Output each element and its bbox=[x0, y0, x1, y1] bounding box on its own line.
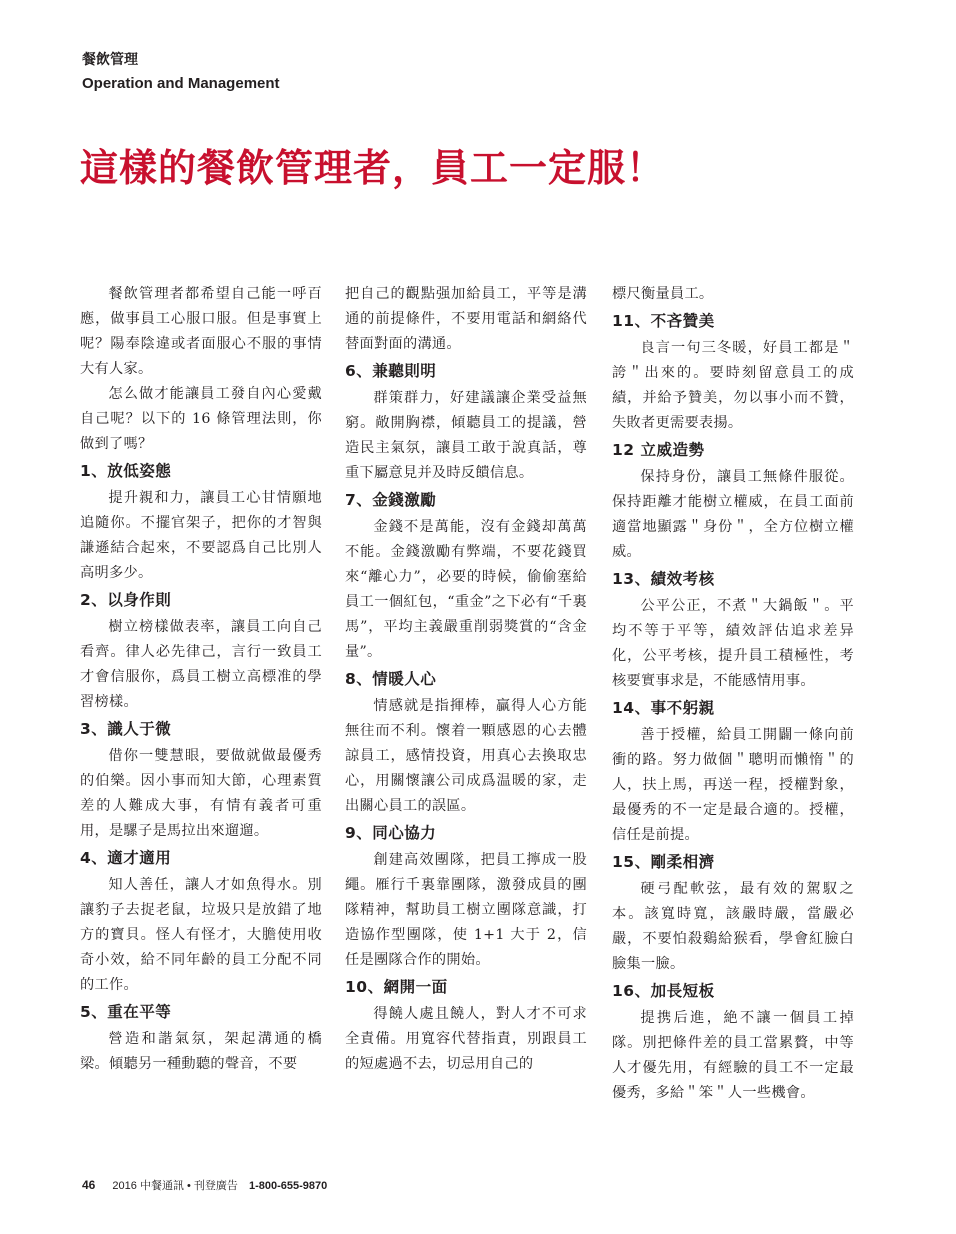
rule-heading: 1、放低姿態 bbox=[80, 462, 172, 480]
rule-paragraph: 公平公正，不煮＂大鍋飯＂。平均不等于平等，績效評估追求差异化，公平考核，提升員工積極性，考核要實事求是，不能感情用事。 bbox=[612, 598, 854, 689]
rule-heading: 13、績效考核 bbox=[612, 570, 715, 588]
rule-paragraph: 得饒人處且饒人，對人才不可求全責備。用寬容代替指責，別跟員工的短處過不去，切忌用自己的 bbox=[345, 1006, 587, 1072]
rule-heading: 6、兼聽則明 bbox=[345, 362, 437, 380]
section-label-english: Operation and Management bbox=[82, 75, 280, 92]
rule-paragraph: 保持身份，讓員工無條件服從。保持距離才能樹立權威，在員工面前適當地顯露＂身份＂，全方位樹立權威。 bbox=[612, 469, 854, 560]
advertising-phone: 1-800-655-9870 bbox=[248, 1180, 328, 1192]
article-column-2 bbox=[345, 282, 587, 1077]
rule-heading: 4、適才適用 bbox=[80, 849, 172, 867]
rule-heading: 10、網開一面 bbox=[345, 978, 448, 996]
rule-paragraph: 營造和諧氣氛，架起溝通的橋梁。傾聽另一種動聽的聲音，不要 bbox=[80, 1031, 322, 1072]
publication-credit: 2016 中餐通訊 • 刊登廣告 bbox=[112, 1180, 238, 1192]
section-label-chinese: 餐飲管理 bbox=[82, 52, 138, 68]
rule-paragraph: 金錢不是萬能，沒有金錢却萬萬不能。金錢激勵有弊端，不要花錢買來“離心力”，必要的時候，偷偷塞給員工一個紅包，“重金”之下必有“千裏馬”，平均主義嚴重削弱獎賞的“含金量”。 bbox=[345, 519, 587, 660]
rule-paragraph: 借你一雙慧眼，要做就做最優秀的伯樂。因小事而知大節，心理素質差的人難成大事，有情有義者可重用，是騾子是馬拉出來遛遛。 bbox=[80, 748, 322, 839]
rule-paragraph: 情感就是指揮棒，贏得人心方能無往而不利。懷着一顆感恩的心去體諒員工，感情投資，用真心去換取忠心，用關懷讓公司成爲温暖的家，走出關心員工的誤區。 bbox=[345, 698, 587, 814]
rule-heading: 5、重在平等 bbox=[80, 1003, 172, 1021]
rule-heading: 7、金錢激勵 bbox=[345, 491, 437, 509]
page-number: 46 bbox=[82, 1178, 96, 1192]
rule-heading: 8、情暖人心 bbox=[345, 670, 437, 688]
intro-paragraph: 餐飲管理者都希望自己能一呼百應，做事員工心服口服。但是事實上呢？陽奉陰違或者面服心不服的事情大有人家。 bbox=[80, 286, 322, 377]
rule-paragraph: 硬弓配軟弦，最有效的駕馭之本。該寬時寬，該嚴時嚴，當嚴必嚴，不要怕殺鷄給猴看，學會紅臉白臉集一臉。 bbox=[612, 881, 854, 972]
rule-heading: 9、同心協力 bbox=[345, 824, 437, 842]
rule-heading: 11、不吝贊美 bbox=[612, 312, 715, 330]
rule-heading: 16、加長短板 bbox=[612, 982, 715, 1000]
rule-paragraph: 提携后進，絶不讓一個員工掉隊。別把條件差的員工當累贅，中等人才優先用，有經驗的員工不一定最優秀，多給＂笨＂人一些機會。 bbox=[612, 1010, 854, 1101]
rule-heading: 15、剛柔相濟 bbox=[612, 853, 715, 871]
rule-paragraph-continued: 標尺衡量員工。 bbox=[612, 286, 714, 302]
rule-paragraph: 提升親和力，讓員工心甘情願地追隨你。不擺官架子，把你的才智與謙遜結合起來，不要認爲自己比別人高明多少。 bbox=[80, 490, 322, 581]
rule-paragraph: 群策群力，好建議讓企業受益無窮。敞開胸襟，傾聽員工的提議，營造民主氣氛，讓員工敢于說真話，尊重下屬意見并及時反饋信息。 bbox=[345, 390, 587, 481]
page-footer bbox=[82, 1177, 327, 1194]
article-column-3 bbox=[612, 282, 854, 1106]
section-tag bbox=[82, 50, 280, 95]
rule-paragraph: 良言一句三冬暖，好員工都是＂誇＂出來的。要時刻留意員工的成績，并給予贊美，勿以事小而不贊，失敗者更需要表揚。 bbox=[612, 340, 854, 431]
rule-paragraph: 樹立榜樣做表率，讓員工向自己看齊。律人必先律己，言行一致員工才會信服你，爲員工樹立高標准的學習榜樣。 bbox=[80, 619, 322, 710]
rule-heading: 14、事不躬親 bbox=[612, 699, 715, 717]
article-title: 這樣的餐飲管理者，員工一定服！ bbox=[80, 145, 666, 190]
rule-heading: 2、以身作則 bbox=[80, 591, 172, 609]
rule-paragraph-continued: 把自己的觀點强加給員工，平等是溝通的前提條件，不要用電話和網絡代替面對面的溝通。 bbox=[345, 286, 587, 352]
rule-heading: 3、識人于微 bbox=[80, 720, 172, 738]
intro-paragraph: 怎么做才能讓員工發自內心愛戴自己呢？以下的 16 條管理法則，你做到了嗎？ bbox=[80, 386, 322, 452]
rule-paragraph: 知人善任，讓人才如魚得水。別讓豹子去捉老鼠，垃圾只是放錯了地方的寶貝。怪人有怪才，大膽使用收奇小效，給不同年齡的員工分配不同的工作。 bbox=[80, 877, 322, 993]
rule-paragraph: 創建高效團隊，把員工擰成一股繩。雁行千裏靠團隊，激發成員的團隊精神，幫助員工樹立團隊意識，打造協作型團隊，使 1+1 大于 2，信任是團隊合作的開始。 bbox=[345, 852, 587, 968]
rule-heading: 12 立威造勢 bbox=[612, 441, 705, 459]
rule-paragraph: 善于授權，給員工開闢一條向前衝的路。努力做個＂聰明而懶惰＂的人，扶上馬，再送一程，授權對象，最優秀的不一定是最合適的。授權，信任是前提。 bbox=[612, 727, 854, 843]
article-column-1 bbox=[80, 282, 322, 1077]
